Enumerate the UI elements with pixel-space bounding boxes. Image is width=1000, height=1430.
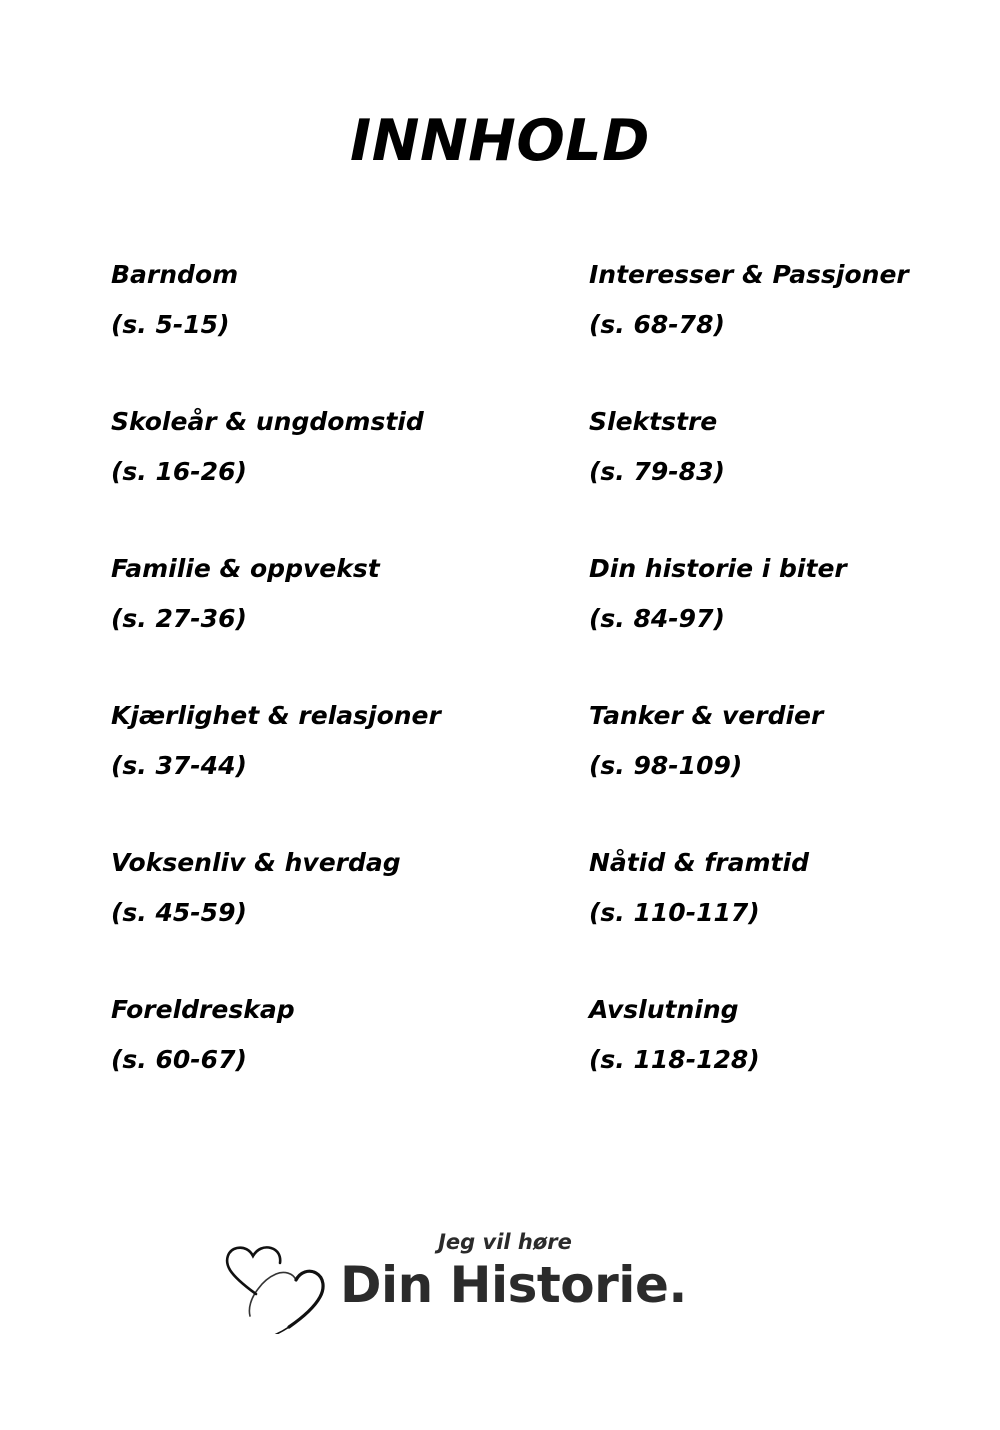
toc-entry-pages: (s. 37-44) (111, 751, 247, 780)
toc-entry[interactable] (111, 850, 511, 997)
toc-entry[interactable] (111, 409, 511, 556)
toc-entry-pages: (s. 68-78) (589, 310, 725, 339)
toc-entry[interactable] (111, 556, 511, 703)
toc-entry-pages: (s. 45-59) (111, 898, 247, 927)
toc-entry[interactable] (589, 262, 989, 409)
toc-entry-pages: (s. 79-83) (589, 457, 725, 486)
toc-entry-pages: (s. 118-128) (589, 1045, 760, 1074)
toc-entry[interactable] (589, 997, 989, 1144)
toc-entry-title: Tanker & verdier (589, 701, 824, 730)
toc-entry-title: Nåtid & framtid (589, 848, 809, 877)
toc-entry[interactable] (589, 703, 989, 850)
toc-entry[interactable] (111, 997, 511, 1144)
toc-entry-pages: (s. 5-15) (111, 310, 230, 339)
toc-entry-pages: (s. 110-117) (589, 898, 760, 927)
brand-logo (215, 1232, 785, 1332)
toc-entry-title: Barndom (111, 260, 239, 289)
toc-entry-title: Skoleår & ungdomstid (111, 407, 424, 436)
logo-tagline: Jeg vil høre (438, 1230, 572, 1254)
toc-entry-pages: (s. 84-97) (589, 604, 725, 633)
two-hearts-icon (215, 1242, 333, 1334)
toc-entry-title: Foreldreskap (111, 995, 295, 1024)
toc-column-left (111, 262, 511, 1144)
toc-entry-pages: (s. 98-109) (589, 751, 743, 780)
toc-column-right (589, 262, 989, 1144)
logo-text-block (340, 1230, 687, 1332)
toc-entry-title: Avslutning (589, 995, 739, 1024)
toc-entry[interactable] (111, 262, 511, 409)
toc-entry-pages: (s. 60-67) (111, 1045, 247, 1074)
toc-entry-title: Din historie i biter (589, 554, 847, 583)
toc-entry-title: Kjærlighet & relasjoner (111, 701, 441, 730)
toc-entry-pages: (s. 27-36) (111, 604, 247, 633)
toc-entry-title: Interesser & Passjoner (589, 260, 909, 289)
table-of-contents (0, 262, 1000, 1102)
page-title: INNHOLD (350, 108, 650, 174)
toc-entry[interactable] (589, 850, 989, 997)
toc-entry[interactable] (589, 409, 989, 556)
logo-wordmark: Din Historie. (340, 1256, 687, 1314)
toc-entry[interactable] (589, 556, 989, 703)
toc-entry[interactable] (111, 703, 511, 850)
toc-entry-title: Familie & oppvekst (111, 554, 380, 583)
toc-entry-pages: (s. 16-26) (111, 457, 247, 486)
toc-entry-title: Slektstre (589, 407, 718, 436)
toc-entry-title: Voksenliv & hverdag (111, 848, 401, 877)
